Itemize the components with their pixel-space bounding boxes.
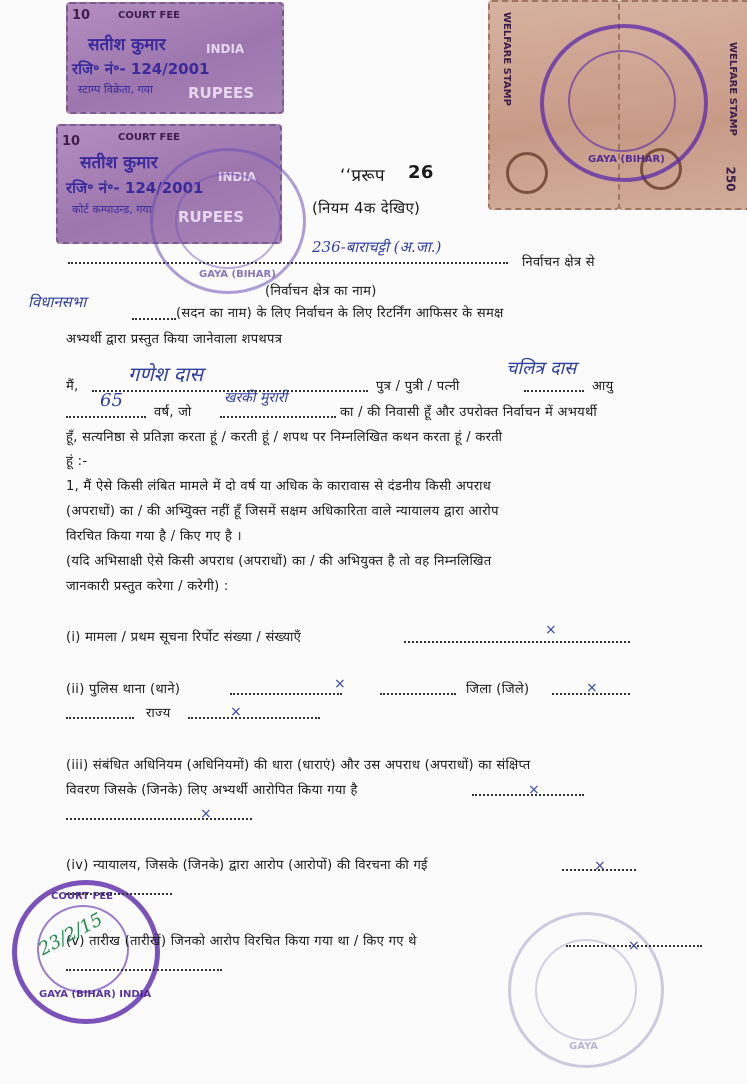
stamp-currency: RUPEES xyxy=(178,208,245,226)
welfare-denomination: 250 xyxy=(723,166,738,192)
father-dots xyxy=(524,390,584,392)
stamp-header: COURT FEE xyxy=(118,10,181,21)
cross-mark: × xyxy=(200,806,212,822)
seal-text: GAYA (BIHAR) xyxy=(199,269,276,280)
mai-label: मैं, xyxy=(66,379,79,394)
item-ii-rajya-pre-dots xyxy=(66,717,134,719)
item-ii-dots-2 xyxy=(380,693,456,695)
hun-label: हूं :- xyxy=(66,454,88,469)
handwritten-father: चलित्र दास xyxy=(506,358,577,379)
oath-text: हूँ, सत्यनिष्ठा से प्रतिज्ञा करता हूं / करती हूं / शपथ पर निम्नलिखित कथन करता हूं / करती xyxy=(66,430,503,445)
point1-line3: विरचित किया गया है / किए गए है । xyxy=(66,529,242,544)
stamp-overprint-role: कोर्ट कम्पाउन्ड, गया xyxy=(72,203,152,216)
item-v: (v) तारीख (तारीखें) जिनको आरोप विरचित किया गया था / किए गए थे xyxy=(66,934,417,949)
stamp-overprint-regno: रजि॰ नं॰- 124/2001 xyxy=(66,179,204,197)
stamp-overprint-regno: रजि॰ नं॰- 124/2001 xyxy=(72,60,210,78)
stamp-overprint-name: सतीश कुमार xyxy=(88,35,166,55)
welfare-header: WELFARE STAMP xyxy=(501,12,512,106)
item-ii-rajya-dots xyxy=(188,717,320,719)
item-ii-dots xyxy=(230,693,342,695)
relation-text: पुत्र / पुत्री / पत्नी xyxy=(376,379,460,394)
cross-mark: × xyxy=(586,680,598,696)
handwritten-age: 65 xyxy=(100,390,123,411)
seal-text: COURT FEE xyxy=(51,891,114,902)
item-iv: (iv) न्यायालय, जिसके (जिनके) द्वारा आरोप (आरोपों) की विरचना की गई xyxy=(66,858,428,873)
stamp-denomination: 10 xyxy=(62,134,81,149)
cross-mark: × xyxy=(545,622,557,638)
stamp-overprint-role: स्टाम्प विक्रेता, गया xyxy=(78,83,153,96)
note-line1: (यदि अभिसाक्षी ऐसे किसी अपराध (अपराधों) का / की अभियुक्त है तो वह निम्नलिखित xyxy=(66,554,492,569)
stamp-overprint-name: सतीश कुमार xyxy=(80,153,158,173)
seal-bottom-right xyxy=(508,912,664,1068)
seal-top-center xyxy=(150,148,306,294)
note-line2: जानकारी प्रस्तुत करेगा / करेगी) : xyxy=(66,579,229,594)
village-dots xyxy=(220,416,336,418)
court-fee-stamp-1 xyxy=(66,2,284,114)
form-title: ‘‘प्ररूप xyxy=(340,166,385,186)
constituency-dots xyxy=(68,262,508,264)
item-i: (i) मामला / प्रथम सूचना रिर्पोट संख्या / संख्याएँ xyxy=(66,630,302,645)
handwritten-house: विधानसभा xyxy=(28,293,87,311)
handwritten-village: खरकी मुरारी xyxy=(224,390,288,406)
aayu-label: आयु xyxy=(592,379,614,394)
item-v-dots-2 xyxy=(66,969,222,971)
rule-ref: (नियम 4क देखिए) xyxy=(312,199,421,217)
welfare-emblem xyxy=(506,152,548,194)
handwritten-constituency: 236-बाराचट्टी (अ.जा.) xyxy=(312,238,442,256)
niwasi-text: का / की निवासी हूँ और उपरोक्त निर्वाचन में अभयर्थी xyxy=(340,405,597,420)
item-iv-dots-2 xyxy=(66,893,172,895)
item-iii-line1: (iii) संबंधित अधिनियम (अधिनियमों) की धारा (धाराएं) और उस अपराध (अपराधों) का संक्षिप्त xyxy=(66,758,531,773)
cross-mark: × xyxy=(628,938,640,954)
stamp-header: COURT FEE xyxy=(118,132,181,143)
cross-mark: × xyxy=(528,782,540,798)
seal-text: GAYA (BIHAR) xyxy=(588,154,665,165)
stamp-country: INDIA xyxy=(206,42,245,56)
stamp-country: INDIA xyxy=(218,170,257,184)
constituency-suffix: निर्वाचन क्षेत्र से xyxy=(522,255,595,270)
stamp-currency: RUPEES xyxy=(188,84,255,102)
welfare-header: WELFARE STAMP xyxy=(727,42,738,136)
form-number: 26 xyxy=(408,162,434,183)
cross-mark: × xyxy=(594,858,606,874)
seal-text: GAYA xyxy=(569,1041,599,1052)
handwritten-date: 23/2/15 xyxy=(35,908,107,961)
point1-line1: 1, मैं ऐसे किसी लंबित मामले में दो वर्ष या अधिक के कारावास से दंडनीय किसी अपराध xyxy=(66,479,492,494)
cross-mark: × xyxy=(230,704,242,720)
item-ii-rajya: राज्य xyxy=(146,706,171,721)
house-text: (सदन का नाम) के लिए निर्वाचन के लिए रिटर्निंग आफिसर के समक्ष xyxy=(176,306,504,321)
item-iii-line2: विवरण जिसके (जिनके) लिए अभ्यर्थी आरोपित किया गया है xyxy=(66,783,358,798)
seal-top-right xyxy=(540,24,708,182)
item-ii: (ii) पुलिस थाना (थाने) xyxy=(66,682,181,697)
seal-text: GAYA (BIHAR) INDIA xyxy=(39,989,152,1000)
item-i-dots xyxy=(404,641,630,643)
house-dots xyxy=(132,318,176,320)
age-dots xyxy=(66,416,146,418)
handwritten-name: गणेश दास xyxy=(128,362,203,386)
seal-bottom-left xyxy=(12,880,160,1024)
point1-line2: (अपराधों) का / की अभ्युिक्त नहीं हूँ जिसमें सक्षम अधिकारिता वाले न्यायालय द्वारा आरोप xyxy=(66,504,499,519)
item-iii-dots-2 xyxy=(66,818,252,820)
item-ii-zila: जिला (जिले) xyxy=(466,682,530,697)
affidavit-line: अभ्यर्थी द्वारा प्रस्तुत किया जानेवाला शपथपत्र xyxy=(66,332,283,347)
cross-mark: × xyxy=(334,676,346,692)
stamp-denomination: 10 xyxy=(72,8,91,23)
varsh-jo: वर्ष, जो xyxy=(154,405,192,420)
constituency-caption: (निर्वाचन क्षेत्र का नाम) xyxy=(265,284,377,299)
